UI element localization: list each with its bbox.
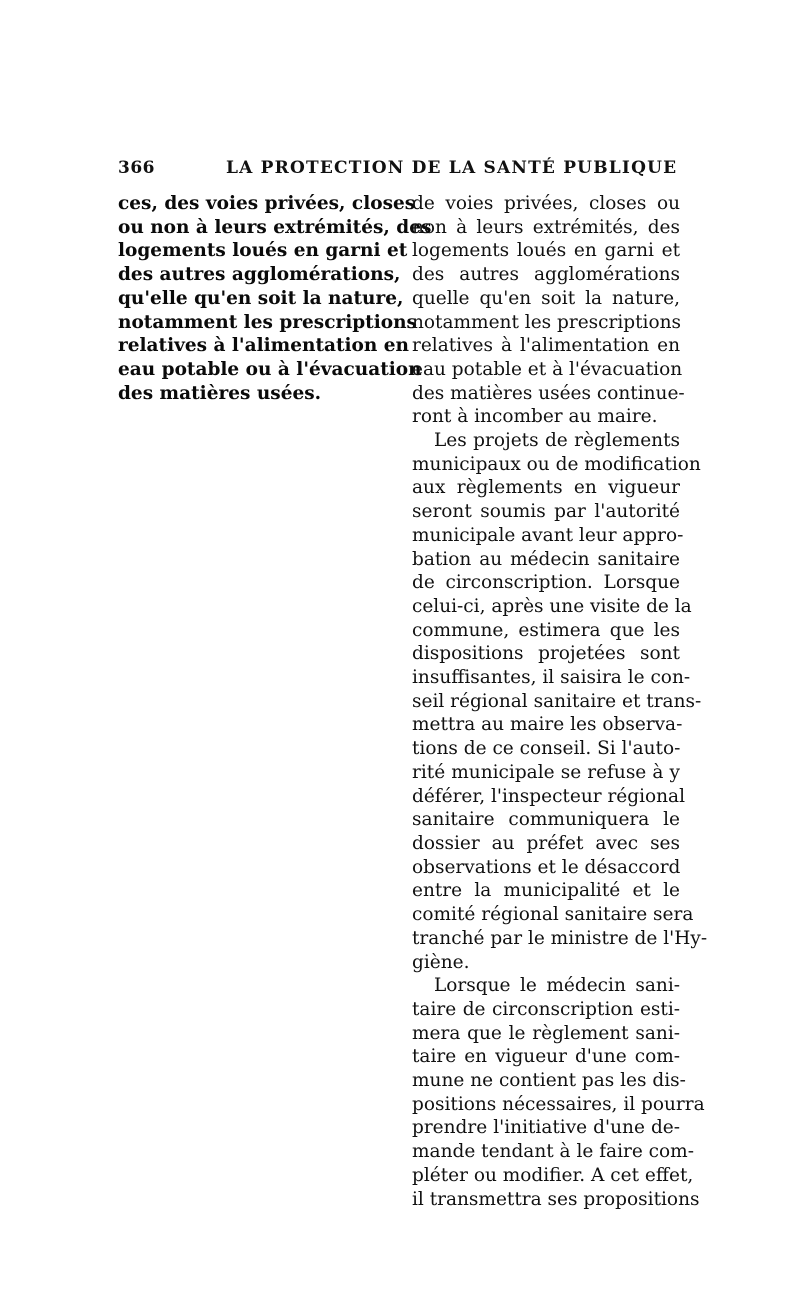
- paragraph-line: il transmettra ses propositions: [412, 1188, 700, 1210]
- left-line: qu'elle qu'en soit la nature,: [118, 287, 404, 309]
- paragraph-line: pléter ou modifier. A cet effet,: [412, 1164, 694, 1186]
- paragraph-line: dispositions projetées sont: [412, 643, 680, 665]
- paragraph-line: taire de circonscription esti-: [412, 998, 680, 1020]
- paragraph-line: bation au médecin sanitaire: [412, 548, 680, 570]
- paragraph-line: seront soumis par l'autorité: [412, 501, 680, 523]
- paragraph-3: [412, 974, 705, 1211]
- paragraph-line: municipale avant leur appro-: [412, 524, 684, 546]
- paragraph-line: des autres agglomérations: [412, 264, 680, 286]
- paragraph-line: Les projets de règlements: [434, 430, 680, 452]
- page-header: [118, 158, 678, 182]
- paragraph-line: aux règlements en vigueur: [412, 477, 680, 499]
- paragraph-line: déférer, l'inspecteur régional: [412, 785, 686, 807]
- paragraph-line: giène.: [412, 951, 470, 973]
- page-number: 366: [118, 158, 155, 178]
- paragraph-line: mettra au maire les observa-: [412, 714, 683, 736]
- left-line: des autres agglomérations,: [118, 264, 401, 286]
- paragraph-line: mune ne contient pas les dis-: [412, 1070, 686, 1092]
- paragraph-line: observations et le désaccord: [412, 856, 681, 878]
- paragraph-line: entre la municipalité et le: [412, 880, 680, 902]
- paragraph-line: quelle qu'en soit la nature,: [412, 287, 680, 309]
- right-column: [412, 192, 708, 1211]
- paragraph-line: tions de ce conseil. Si l'auto-: [412, 738, 681, 760]
- paragraph-line: taire en vigueur d'une com-: [412, 1046, 680, 1068]
- paragraph-line: de circonscription. Lorsque: [412, 572, 680, 594]
- paragraph-2: [412, 429, 708, 974]
- paragraph-line: municipaux ou de modification: [412, 453, 701, 475]
- paragraph-line: Lorsque le médecin sani-: [434, 975, 680, 997]
- paragraph-line: des matières usées continue-: [412, 382, 685, 404]
- running-title: LA PROTECTION DE LA SANTÉ PUBLIQUE: [226, 158, 678, 178]
- paragraph-line: sanitaire communiquera le: [412, 809, 680, 831]
- paragraph-line: logements loués en garni et: [412, 240, 680, 262]
- paragraph-line: comité régional sanitaire sera: [412, 904, 694, 926]
- left-column: [118, 192, 432, 405]
- left-line: ces, des voies privées, closes: [118, 193, 416, 214]
- left-line: des matières usées.: [118, 382, 322, 404]
- paragraph-line: prendre l'initiative d'une de-: [412, 1117, 680, 1139]
- paragraph-line: positions nécessaires, il pourra: [412, 1093, 705, 1115]
- paragraph-line: non à leurs extrémités, des: [412, 216, 680, 238]
- paragraph-1: [412, 192, 685, 429]
- paragraph-line: seil régional sanitaire et trans-: [412, 690, 702, 712]
- paragraph-line: commune, estimera que les: [412, 619, 680, 641]
- left-line: notamment les prescriptions: [118, 311, 417, 333]
- paragraph-line: de voies privées, closes ou: [412, 193, 680, 214]
- paragraph-line: relatives à l'alimentation en: [412, 335, 680, 357]
- left-line: ou non à leurs extrémités, des: [118, 216, 432, 238]
- paragraph-line: mera que le règlement sani-: [412, 1022, 680, 1044]
- left-line: eau potable ou à l'évacuation: [118, 358, 422, 380]
- paragraph-line: insuffisantes, il saisira le con-: [412, 667, 691, 689]
- left-line: relatives à l'alimentation en: [118, 335, 409, 357]
- paragraph-line: mande tendant à le faire com-: [412, 1141, 694, 1163]
- paragraph-line: ront à incomber au maire.: [412, 406, 658, 428]
- paragraph-line: rité municipale se refuse à y: [412, 761, 680, 783]
- paragraph-line: eau potable et à l'évacuation: [412, 358, 683, 380]
- left-line: logements loués en garni et: [118, 240, 408, 262]
- paragraph-line: notamment les prescriptions: [412, 311, 682, 333]
- paragraph-line: dossier au préfet avec ses: [412, 832, 680, 854]
- paragraph-line: celui-ci, après une visite de la: [412, 595, 692, 617]
- paragraph-line: tranché par le ministre de l'Hy-: [412, 927, 708, 949]
